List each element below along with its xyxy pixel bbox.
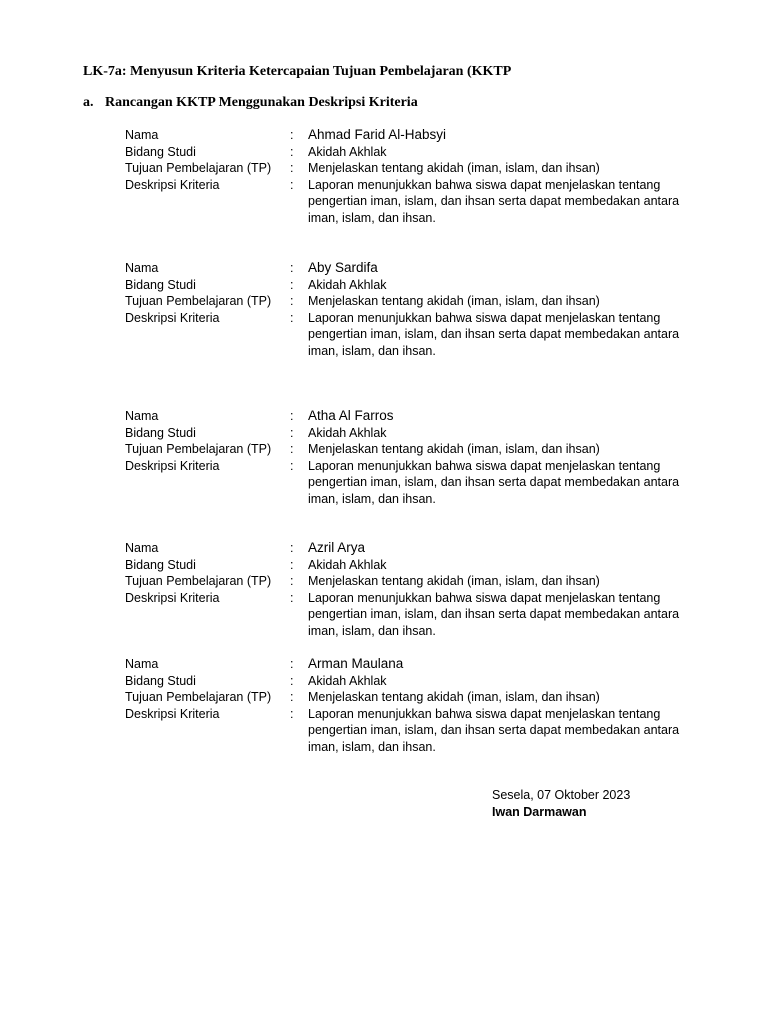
separator: : — [290, 458, 294, 473]
field-row-bidang-studi — [125, 673, 725, 690]
field-row-nama — [125, 408, 725, 425]
field-row-tujuan — [125, 573, 725, 590]
field-row-tujuan — [125, 293, 725, 310]
section-heading — [83, 95, 418, 111]
label-bidang-studi: Bidang Studi — [125, 673, 196, 688]
signature-block — [492, 787, 630, 820]
label-deskripsi: Deskripsi Kriteria — [125, 590, 220, 605]
field-row-tujuan — [125, 689, 725, 706]
label-tujuan: Tujuan Pembelajaran (TP) — [125, 161, 272, 176]
value-bidang-studi: Akidah Akhlak — [308, 673, 387, 688]
field-row-nama — [125, 656, 725, 673]
separator: : — [290, 706, 294, 721]
field-row-nama — [125, 540, 725, 557]
separator: : — [290, 590, 294, 605]
section-letter: a. — [83, 95, 94, 110]
field-row-bidang-studi — [125, 277, 725, 294]
section-title: Rancangan KKTP Menggunakan Deskripsi Kriteria — [105, 95, 418, 110]
label-deskripsi: Deskripsi Kriteria — [125, 177, 220, 192]
value-deskripsi: Laporan menunjukkan bahwa siswa dapat menjelaskan tentang pengertian iman, islam, dan ihsan serta dapat membedakan antara iman, islam, dan ihsan. — [308, 706, 680, 754]
label-nama: Nama — [125, 128, 159, 142]
label-tujuan: Tujuan Pembelajaran (TP) — [125, 294, 272, 309]
label-bidang-studi: Bidang Studi — [125, 277, 196, 292]
separator: : — [290, 574, 294, 589]
value-bidang-studi: Akidah Akhlak — [308, 144, 387, 159]
value-bidang-studi: Akidah Akhlak — [308, 277, 387, 292]
label-nama: Nama — [125, 657, 159, 671]
separator: : — [290, 657, 294, 671]
label-bidang-studi: Bidang Studi — [125, 144, 196, 159]
value-tujuan: Menjelaskan tentang akidah (iman, islam, dan ihsan) — [308, 690, 600, 705]
value-tujuan: Menjelaskan tentang akidah (iman, islam, dan ihsan) — [308, 442, 600, 457]
separator: : — [290, 161, 294, 176]
separator: : — [290, 442, 294, 457]
label-deskripsi: Deskripsi Kriteria — [125, 706, 220, 721]
field-row-deskripsi — [125, 590, 725, 640]
field-row-tujuan — [125, 160, 725, 177]
page-title: LK-7a: Menyusun Kriteria Ketercapaian Tujuan Pembelajaran (KKTP — [83, 64, 512, 79]
criteria-entry — [125, 540, 725, 640]
separator: : — [290, 294, 294, 309]
value-deskripsi: Laporan menunjukkan bahwa siswa dapat menjelaskan tentang pengertian iman, islam, dan ihsan serta dapat membedakan antara iman, islam, dan ihsan. — [308, 310, 680, 358]
value-tujuan: Menjelaskan tentang akidah (iman, islam, dan ihsan) — [308, 574, 600, 589]
value-tujuan: Menjelaskan tentang akidah (iman, islam, dan ihsan) — [308, 161, 600, 176]
field-row-bidang-studi — [125, 425, 725, 442]
value-nama: Ahmad Farid Al-Habsyi — [308, 127, 447, 142]
criteria-entry — [125, 656, 725, 756]
signature-place-date: Sesela, 07 Oktober 2023 — [492, 788, 631, 802]
signature-name: Iwan Darmawan — [492, 804, 587, 819]
value-tujuan: Menjelaskan tentang akidah (iman, islam, dan ihsan) — [308, 294, 600, 309]
field-row-deskripsi — [125, 177, 725, 227]
criteria-entry — [125, 260, 725, 360]
separator: : — [290, 177, 294, 192]
field-row-bidang-studi — [125, 144, 725, 161]
separator: : — [290, 144, 294, 159]
value-nama: Aby Sardifa — [308, 260, 378, 275]
field-row-bidang-studi — [125, 557, 725, 574]
value-nama: Atha Al Farros — [308, 408, 394, 423]
separator: : — [290, 425, 294, 440]
label-nama: Nama — [125, 261, 159, 275]
field-row-tujuan — [125, 441, 725, 458]
separator: : — [290, 310, 294, 325]
separator: : — [290, 409, 294, 423]
separator: : — [290, 277, 294, 292]
value-nama: Arman Maulana — [308, 656, 404, 671]
separator: : — [290, 128, 294, 142]
label-nama: Nama — [125, 541, 159, 555]
value-nama: Azril Arya — [308, 540, 366, 555]
separator: : — [290, 541, 294, 555]
field-row-deskripsi — [125, 310, 725, 360]
label-deskripsi: Deskripsi Kriteria — [125, 458, 220, 473]
value-bidang-studi: Akidah Akhlak — [308, 425, 387, 440]
value-bidang-studi: Akidah Akhlak — [308, 557, 387, 572]
value-deskripsi: Laporan menunjukkan bahwa siswa dapat menjelaskan tentang pengertian iman, islam, dan ihsan serta dapat membedakan antara iman, islam, dan ihsan. — [308, 458, 680, 506]
field-row-deskripsi — [125, 706, 725, 756]
field-row-nama — [125, 127, 725, 144]
label-deskripsi: Deskripsi Kriteria — [125, 310, 220, 325]
separator: : — [290, 557, 294, 572]
separator: : — [290, 690, 294, 705]
label-nama: Nama — [125, 409, 159, 423]
field-row-deskripsi — [125, 458, 725, 508]
label-bidang-studi: Bidang Studi — [125, 425, 196, 440]
separator: : — [290, 261, 294, 275]
label-bidang-studi: Bidang Studi — [125, 557, 196, 572]
criteria-entry — [125, 127, 725, 227]
label-tujuan: Tujuan Pembelajaran (TP) — [125, 690, 272, 705]
label-tujuan: Tujuan Pembelajaran (TP) — [125, 442, 272, 457]
value-deskripsi: Laporan menunjukkan bahwa siswa dapat menjelaskan tentang pengertian iman, islam, dan ihsan serta dapat membedakan antara iman, islam, dan ihsan. — [308, 590, 680, 638]
field-row-nama — [125, 260, 725, 277]
value-deskripsi: Laporan menunjukkan bahwa siswa dapat menjelaskan tentang pengertian iman, islam, dan ihsan serta dapat membedakan antara iman, islam, dan ihsan. — [308, 177, 680, 225]
separator: : — [290, 673, 294, 688]
criteria-entry — [125, 408, 725, 508]
label-tujuan: Tujuan Pembelajaran (TP) — [125, 574, 272, 589]
